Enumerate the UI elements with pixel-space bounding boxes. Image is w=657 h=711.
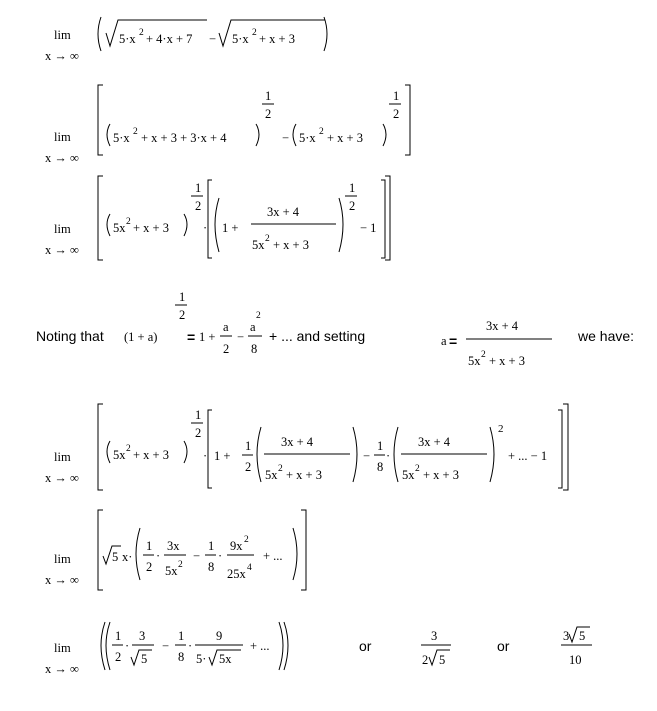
exp-2: 2 <box>244 535 249 545</box>
term-rest: + x + 3 <box>133 221 169 235</box>
right-paren <box>490 427 494 482</box>
frac-num: 1 <box>146 539 153 553</box>
fraction-den-rest: + x + 3 <box>286 468 322 482</box>
inner-bracket <box>558 410 562 488</box>
right-bracket <box>563 404 568 490</box>
minus-sign: − <box>282 131 290 145</box>
left-paren <box>136 528 140 580</box>
term-5x: 5·x <box>119 32 136 46</box>
frac-den: 8 <box>178 650 185 664</box>
lim-subscript: x → ∞ <box>45 662 79 676</box>
frac-num: 1 <box>245 439 252 453</box>
exp-4: 4 <box>247 563 252 573</box>
frac-num: 3x <box>167 539 180 553</box>
fraction-den: 5x <box>402 468 415 482</box>
exp-2: 2 <box>415 464 420 474</box>
x-dot: x· <box>122 550 133 564</box>
left-paren <box>107 441 110 463</box>
one-plus: 1 + <box>222 221 239 235</box>
frac-num: 3 <box>139 629 146 643</box>
frac-den: 10 <box>569 653 582 667</box>
exp-2: 2 <box>319 127 324 137</box>
radicand: 5 <box>439 653 446 667</box>
exp-den: 2 <box>349 199 356 213</box>
exp-den: 2 <box>179 308 186 322</box>
fraction-num: 3x + 4 <box>486 319 519 333</box>
frac-den: 2 <box>223 342 230 356</box>
frac-den: 8 <box>251 342 258 356</box>
lim-subscript: x → ∞ <box>45 471 79 485</box>
frac-num: 1 <box>178 629 185 643</box>
right-paren <box>279 622 283 670</box>
right-paren <box>256 124 259 146</box>
frac-den: 2 <box>146 560 153 574</box>
fraction-den: 5x <box>265 468 278 482</box>
noting-line <box>36 290 634 368</box>
fraction-num: 3x + 4 <box>418 435 451 449</box>
inner-bracket <box>208 410 212 488</box>
frac-den: 5· <box>196 652 207 666</box>
dot: · <box>125 639 130 653</box>
or-text: or <box>497 638 510 654</box>
exp-2: 2 <box>256 311 261 321</box>
right-paren <box>324 17 327 51</box>
term-rest: + x + 3 <box>259 32 295 46</box>
exp-num: 1 <box>393 89 400 103</box>
exp-num: 1 <box>195 408 202 422</box>
right-paren <box>339 198 343 252</box>
dot: · <box>156 549 161 563</box>
limit-line-1 <box>45 17 327 63</box>
lim-subscript: x → ∞ <box>45 573 79 587</box>
frac-den: 2 <box>422 653 429 667</box>
tail: + ... <box>263 549 283 563</box>
lim-word: lim <box>54 222 71 236</box>
right-paren <box>383 124 386 146</box>
left-paren <box>107 124 110 146</box>
right-paren <box>293 528 297 580</box>
term-rest: + 4·x + 7 <box>146 32 193 46</box>
frac-num: 3 <box>431 629 438 643</box>
right-bracket <box>301 510 306 590</box>
fraction-num: 3x + 4 <box>267 205 300 219</box>
fraction-den: 5x <box>468 354 481 368</box>
lim-subscript: x → ∞ <box>45 49 79 63</box>
left-paren <box>107 214 110 236</box>
frac-den: 2 <box>115 650 122 664</box>
lim-word: lim <box>54 130 71 144</box>
exp-num: 1 <box>265 89 272 103</box>
fraction-den: 5x <box>252 238 265 252</box>
exp-2: 2 <box>178 560 183 570</box>
term-5x: 5·x <box>232 32 249 46</box>
frac-den: 8 <box>208 560 215 574</box>
term-5x: 5x <box>113 221 126 235</box>
lim-subscript: x → ∞ <box>45 151 79 165</box>
or-text: or <box>359 638 372 654</box>
right-paren <box>184 214 187 236</box>
left-paren <box>394 427 398 482</box>
exp-2: 2 <box>252 28 257 38</box>
frac-num: 1 <box>115 629 122 643</box>
inner-bracket <box>208 180 212 258</box>
inner-bracket <box>381 180 385 258</box>
base: (1 + a) <box>124 330 158 344</box>
exp-2: 2 <box>139 28 144 38</box>
term-rest: + x + 3 <box>327 131 363 145</box>
exp-2: 2 <box>133 127 138 137</box>
fraction-den-rest: + x + 3 <box>423 468 459 482</box>
exp-2: 2 <box>481 350 486 360</box>
lim-word: lim <box>54 28 71 42</box>
left-bracket <box>98 85 103 155</box>
dot: · <box>203 221 208 235</box>
minus-one: − 1 <box>360 221 377 235</box>
minus-sign: − <box>209 32 217 46</box>
dot: · <box>386 449 391 463</box>
fraction-num: 3x + 4 <box>281 435 314 449</box>
limit-line-3 <box>45 176 390 260</box>
term-5x: 5·x <box>299 131 316 145</box>
minus-sign: − <box>162 639 170 653</box>
lim-word: lim <box>54 641 71 655</box>
right-paren <box>353 427 357 482</box>
term-5x: 5·x <box>113 131 130 145</box>
fraction-den-rest: + x + 3 <box>273 238 309 252</box>
fraction-den-rest: + x + 3 <box>489 354 525 368</box>
term-5x: 5x <box>113 448 126 462</box>
term-rest: + x + 3 <box>133 448 169 462</box>
minus-sign: − <box>237 330 245 344</box>
exp-2: 2 <box>498 423 504 435</box>
frac-den: 2 <box>245 460 252 474</box>
frac-num: 1 <box>208 539 215 553</box>
limit-line-4 <box>45 404 568 490</box>
exp-den: 2 <box>265 107 272 121</box>
limit-line-6 <box>45 622 592 676</box>
exp-num: 1 <box>179 290 186 304</box>
exp-den: 2 <box>195 426 202 440</box>
lim-word: lim <box>54 552 71 566</box>
left-paren <box>106 622 110 670</box>
limit-line-5 <box>45 510 306 590</box>
exp-2: 2 <box>278 464 283 474</box>
equals: = <box>187 329 196 345</box>
frac-num: 9x <box>230 539 243 553</box>
lim-subscript: x → ∞ <box>45 243 79 257</box>
lim-word: lim <box>54 450 71 464</box>
left-paren <box>293 124 296 146</box>
dot: · <box>218 549 223 563</box>
radicand: 5 <box>579 629 586 643</box>
one-plus: 1 + <box>214 449 231 463</box>
frac-num: a <box>223 320 229 334</box>
radicand: 5 <box>112 550 119 564</box>
noting-text: we have: <box>578 328 635 344</box>
frac-den: 8 <box>377 460 384 474</box>
a-label: a <box>441 334 447 348</box>
radicand: 5x <box>219 652 232 666</box>
exp-2: 2 <box>126 444 131 454</box>
minus-sign: − <box>193 549 201 563</box>
frac-den: 25x <box>227 567 246 581</box>
left-paren <box>257 427 261 482</box>
tail: + ... <box>250 639 270 653</box>
minus-sign: − <box>363 449 371 463</box>
exp-2: 2 <box>265 234 270 244</box>
dot: · <box>188 639 193 653</box>
left-bracket <box>98 404 103 490</box>
right-bracket <box>385 176 390 260</box>
exp-den: 2 <box>195 199 202 213</box>
right-paren <box>184 441 187 463</box>
limit-line-2 <box>45 85 410 165</box>
term-rest: + x + 3 + 3·x + 4 <box>141 131 227 145</box>
exp-2: 2 <box>126 217 131 227</box>
right-paren-outer <box>284 622 288 670</box>
dot: · <box>203 449 208 463</box>
left-bracket <box>98 510 103 590</box>
equals: = <box>449 333 458 349</box>
exp-num: 1 <box>349 181 356 195</box>
rhs-one: 1 + <box>199 330 216 344</box>
left-paren <box>215 198 219 252</box>
frac-num: 1 <box>377 439 384 453</box>
left-paren <box>98 17 101 51</box>
tail: + ... − 1 <box>508 449 548 463</box>
frac-den: 5x <box>165 564 178 578</box>
left-bracket <box>98 176 103 260</box>
left-paren-outer <box>101 622 105 670</box>
right-bracket <box>405 85 410 155</box>
exp-den: 2 <box>393 107 400 121</box>
noting-text: Noting that <box>36 328 104 344</box>
frac-num: a <box>250 320 256 334</box>
radicand: 5 <box>141 652 148 666</box>
frac-num: 9 <box>216 629 223 643</box>
frac-num: 3 <box>563 629 570 643</box>
noting-text: + ... and setting <box>269 328 366 344</box>
exp-num: 1 <box>195 181 202 195</box>
